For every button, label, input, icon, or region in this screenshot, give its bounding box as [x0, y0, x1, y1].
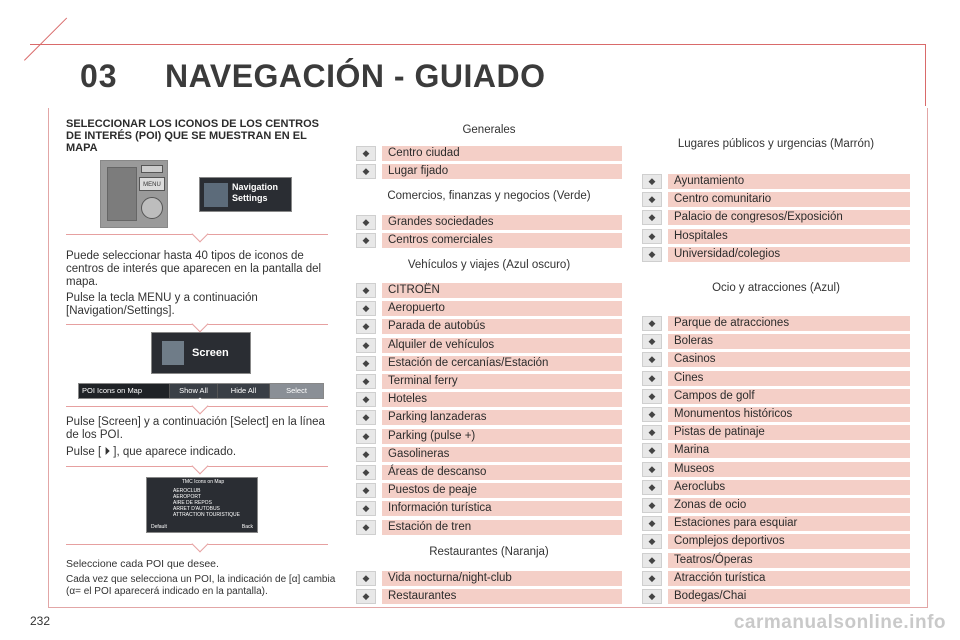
poi-category-label: Parada de autobús	[382, 319, 622, 334]
poi-category-label: Hoteles	[382, 392, 622, 407]
poi-icon: ◆	[356, 571, 376, 586]
poi-icon: ◆	[642, 192, 662, 207]
poi-category-item	[356, 520, 622, 535]
navigation-icon	[204, 183, 228, 207]
category-title: Comercios, finanzas y negocios (Verde)	[387, 190, 591, 202]
category-title: Vehículos y viajes (Azul oscuro)	[407, 259, 571, 271]
tmc-row: AIRE DE REPOS	[173, 500, 212, 506]
poi-category-label: Centro comunitario	[668, 192, 910, 207]
poi-icon: ◆	[356, 301, 376, 316]
poi-icon: ◆	[356, 146, 376, 161]
divider	[66, 402, 328, 412]
poi-icon: ◆	[642, 571, 662, 586]
poi-category-label: Aeropuerto	[382, 301, 622, 316]
poi-category-label: Puestos de peaje	[382, 483, 622, 498]
poi-icon: ◆	[642, 247, 662, 262]
poi-icon: ◆	[642, 553, 662, 568]
poi-icon: ◆	[356, 392, 376, 407]
poi-icon: ◆	[356, 338, 376, 353]
poi-icon: ◆	[642, 210, 662, 225]
poi-category-item	[356, 392, 622, 407]
poi-category-label: Complejos deportivos	[668, 534, 910, 549]
poi-icon: ◆	[642, 498, 662, 513]
poi-category-label: Aeroclubs	[668, 480, 910, 495]
poi-icon: ◆	[356, 410, 376, 425]
poi-icon: ◆	[356, 520, 376, 535]
page-header	[30, 44, 926, 106]
poi-category-item	[642, 174, 910, 189]
paragraph-3: Pulse [Screen] y a continuación [Select] en la línea de los POI.	[66, 416, 325, 441]
divider	[66, 462, 328, 472]
tmc-row: ATTRACTION TOURISTIQUE	[173, 512, 240, 518]
poi-category-item	[356, 589, 622, 604]
poi-category-label: Marina	[668, 443, 910, 458]
poi-category-item	[642, 334, 910, 349]
tmc-list-title: TMC Icons on Map	[181, 479, 225, 485]
select-button: Select	[269, 384, 323, 398]
screen-icon	[162, 341, 184, 365]
poi-category-item	[356, 501, 622, 516]
poi-icon: ◆	[642, 334, 662, 349]
paragraph-5: Seleccione cada POI que desee.	[66, 558, 219, 570]
poi-icon: ◆	[642, 589, 662, 604]
poi-category-label: Centros comerciales	[382, 233, 622, 248]
poi-category-label: Estaciones para esquiar	[668, 516, 910, 531]
poi-icon: ◆	[642, 352, 662, 367]
poi-category-label: Estación de tren	[382, 520, 622, 535]
back-button: Back	[241, 524, 253, 530]
poi-category-item	[356, 283, 622, 298]
poi-category-label: Áreas de descanso	[382, 465, 622, 480]
poi-icons-bar-image	[78, 383, 324, 399]
poi-category-item	[642, 407, 910, 422]
poi-category-item	[642, 389, 910, 404]
poi-icon: ◆	[356, 356, 376, 371]
chapter-number: 03	[80, 58, 118, 94]
poi-icon: ◆	[356, 233, 376, 248]
category-title: Generales	[462, 124, 516, 136]
poi-icon: ◆	[642, 371, 662, 386]
category-title: Lugares públicos y urgencias (Marrón)	[677, 138, 875, 150]
poi-icon: ◆	[642, 229, 662, 244]
divider	[66, 540, 328, 550]
tmc-row: AEROCLUB	[173, 488, 201, 494]
paragraph-1: Puede seleccionar hasta 40 tipos de iconos de centros de interés que aparecen en la pantalla del mapa.	[66, 250, 322, 288]
poi-category-item	[356, 465, 622, 480]
poi-category-item	[642, 534, 910, 549]
poi-category-item	[642, 553, 910, 568]
poi-category-label: Hospitales	[668, 229, 910, 244]
poi-category-item	[356, 146, 622, 161]
paragraph-6: Cada vez que selecciona un POI, la indicación de [α] cambia (α= el POI aparecerá indicado en la pantalla).	[66, 574, 336, 597]
poi-icon: ◆	[356, 374, 376, 389]
poi-category-label: Gasolineras	[382, 447, 622, 462]
paragraph-2: Pulse la tecla MENU y a continuación [Navigation/Settings].	[66, 292, 258, 317]
poi-category-item	[356, 356, 622, 371]
page-number: 232	[30, 614, 51, 628]
paragraph-4: Pulse [ ⏵ ], que aparece indicado.	[66, 446, 237, 458]
poi-category-label: Campos de golf	[668, 389, 910, 404]
poi-icon: ◆	[356, 215, 376, 230]
poi-icon: ◆	[642, 462, 662, 477]
navigation-label: Navigation	[232, 182, 279, 192]
poi-icon: ◆	[642, 389, 662, 404]
poi-category-label: Estación de cercanías/Estación	[382, 356, 622, 371]
poi-icon: ◆	[642, 480, 662, 495]
poi-category-label: Cines	[668, 371, 910, 386]
poi-icon: ◆	[642, 443, 662, 458]
poi-category-label: Grandes sociedades	[382, 215, 622, 230]
poi-icon: ◆	[356, 501, 376, 516]
poi-category-item	[642, 516, 910, 531]
poi-category-item	[356, 338, 622, 353]
poi-category-item	[642, 247, 910, 262]
poi-category-label: Museos	[668, 462, 910, 477]
poi-category-label: Centro ciudad	[382, 146, 622, 161]
poi-category-label: Parque de atracciones	[668, 316, 910, 331]
hide-all-button: Hide All	[217, 384, 269, 398]
poi-category-item	[642, 571, 910, 586]
tmc-icons-list-image	[146, 477, 258, 533]
poi-category-item	[642, 192, 910, 207]
poi-icon: ◆	[356, 465, 376, 480]
poi-category-label: Palacio de congresos/Exposición	[668, 210, 910, 225]
poi-category-label: Alquiler de vehículos	[382, 338, 622, 353]
category-title: Ocio y atracciones (Azul)	[712, 282, 840, 294]
poi-category-item	[642, 480, 910, 495]
poi-category-item	[642, 443, 910, 458]
poi-category-label: Pistas de patinaje	[668, 425, 910, 440]
poi-category-label: CITROËN	[382, 283, 622, 298]
menu-key-image	[100, 160, 168, 228]
poi-icon: ◆	[642, 316, 662, 331]
poi-category-item	[642, 425, 910, 440]
screen-button-image	[151, 332, 251, 374]
poi-category-item	[356, 447, 622, 462]
poi-category-item	[356, 319, 622, 334]
poi-icon: ◆	[642, 534, 662, 549]
section-heading: SELECCIONAR LOS ICONOS DE LOS CENTROS DE INTERÉS (POI) QUE SE MUESTRAN EN EL MAPA	[66, 118, 320, 154]
poi-icon: ◆	[642, 425, 662, 440]
poi-category-label: Atracción turística	[668, 571, 910, 586]
poi-category-item	[642, 371, 910, 386]
poi-icon: ◆	[642, 407, 662, 422]
poi-icons-label: POI Icons on Map	[82, 386, 143, 395]
poi-category-item	[642, 589, 910, 604]
poi-icon: ◆	[356, 429, 376, 444]
poi-category-label: Información turística	[382, 501, 622, 516]
poi-category-item	[642, 210, 910, 225]
poi-category-item	[642, 316, 910, 331]
poi-category-label: Zonas de ocio	[668, 498, 910, 513]
poi-category-item	[356, 374, 622, 389]
poi-icon: ◆	[356, 483, 376, 498]
screen-label: Screen	[192, 347, 229, 359]
divider	[66, 320, 328, 330]
poi-category-item	[642, 352, 910, 367]
poi-category-item	[356, 301, 622, 316]
poi-category-label: Universidad/colegios	[668, 247, 910, 262]
chapter-title: NAVEGACIÓN - GUIADO	[165, 58, 546, 94]
show-all-button: Show All	[169, 384, 217, 398]
poi-category-item	[642, 462, 910, 477]
poi-category-item	[642, 229, 910, 244]
poi-category-label: Monumentos históricos	[668, 407, 910, 422]
poi-category-item	[642, 498, 910, 513]
navigation-settings-image	[199, 177, 292, 212]
default-button: Default	[151, 524, 167, 530]
category-title: Restaurantes (Naranja)	[429, 546, 549, 558]
tmc-row: ARRET D'AUTOBUS	[173, 506, 220, 512]
poi-category-label: Ayuntamiento	[668, 174, 910, 189]
poi-category-item	[356, 233, 622, 248]
poi-category-item	[356, 571, 622, 586]
poi-category-item	[356, 164, 622, 179]
menu-key: MENU	[139, 177, 165, 191]
poi-category-label: Parking (pulse +)	[382, 429, 622, 444]
poi-icon: ◆	[356, 319, 376, 334]
poi-icon: ◆	[356, 447, 376, 462]
poi-category-label: Terminal ferry	[382, 374, 622, 389]
poi-icon: ◆	[356, 283, 376, 298]
poi-category-label: Casinos	[668, 352, 910, 367]
poi-icon: ◆	[356, 589, 376, 604]
poi-category-label: Teatros/Óperas	[668, 553, 910, 568]
poi-category-label: Parking lanzaderas	[382, 410, 622, 425]
tmc-row: AEROPORT	[173, 494, 201, 500]
settings-label: Settings	[232, 193, 268, 203]
watermark: carmanualsonline.info	[733, 612, 946, 633]
poi-category-item	[356, 410, 622, 425]
poi-category-item	[356, 429, 622, 444]
poi-category-label: Lugar fijado	[382, 164, 622, 179]
poi-icon: ◆	[642, 516, 662, 531]
poi-category-label: Vida nocturna/night-club	[382, 571, 622, 586]
divider	[66, 230, 328, 240]
poi-icon: ◆	[356, 164, 376, 179]
poi-category-item	[356, 215, 622, 230]
poi-category-item	[356, 483, 622, 498]
poi-category-label: Restaurantes	[382, 589, 622, 604]
poi-category-label: Bodegas/Chai	[668, 589, 910, 604]
poi-category-label: Boleras	[668, 334, 910, 349]
poi-icon: ◆	[642, 174, 662, 189]
